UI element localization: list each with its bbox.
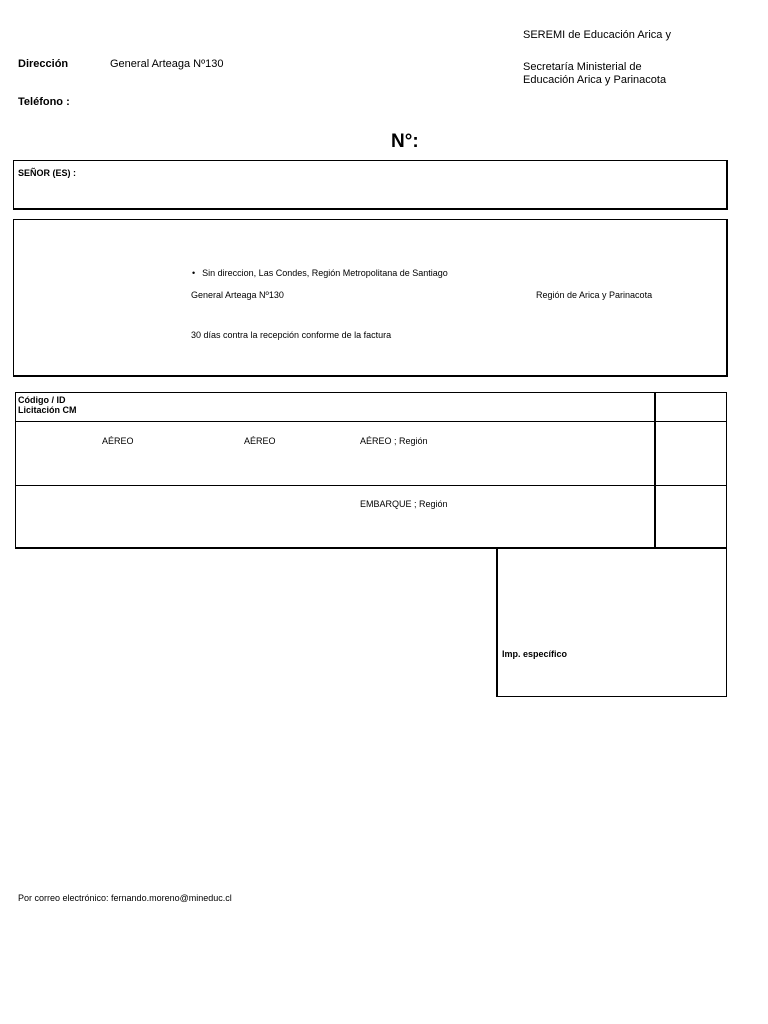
delivery-bullet-address: • Sin direccion, Las Condes, Región Metropolitana de Santiago (192, 268, 448, 278)
delivery-address: General Arteaga Nº130 (191, 290, 284, 300)
row1-col3: AÉREO ; Región (360, 436, 428, 446)
telefono-label: Teléfono : (18, 96, 70, 108)
row1-col1: AÉREO (102, 436, 134, 446)
items-table (15, 392, 727, 549)
table-header-code-line1: Código / ID (18, 395, 66, 405)
delivery-region: Región de Arica y Parinacota (536, 290, 653, 300)
direccion-label: Dirección (18, 58, 69, 70)
org-name-line1: SEREMI de Educación Arica y (523, 29, 671, 41)
table-column-divider (654, 393, 656, 548)
direccion-value: General Arteaga Nº130 (110, 58, 224, 70)
senor-label: SEÑOR (ES) : (18, 168, 77, 178)
totals-box (496, 548, 727, 697)
table-header-code-line2: Licitación CM (18, 405, 77, 415)
imp-especifico-label: Imp. específico (502, 649, 568, 659)
recipient-box (13, 160, 728, 210)
delivery-box (13, 219, 728, 377)
org-name-line2: Secretaría Ministerial de (523, 61, 642, 73)
payment-terms: 30 días contra la recepción conforme de la factura (191, 330, 392, 340)
row2-col3: EMBARQUE ; Región (360, 499, 448, 509)
org-name-line3: Educación Arica y Parinacota (523, 74, 667, 86)
order-number-label: N°: (391, 131, 419, 152)
footer-email-line: Por correo electrónico: fernando.moreno@mineduc.cl (18, 893, 232, 903)
table-header-code (18, 395, 77, 415)
table-row-divider (16, 485, 726, 486)
table-header-divider (16, 421, 726, 422)
row1-col2: AÉREO (244, 436, 276, 446)
